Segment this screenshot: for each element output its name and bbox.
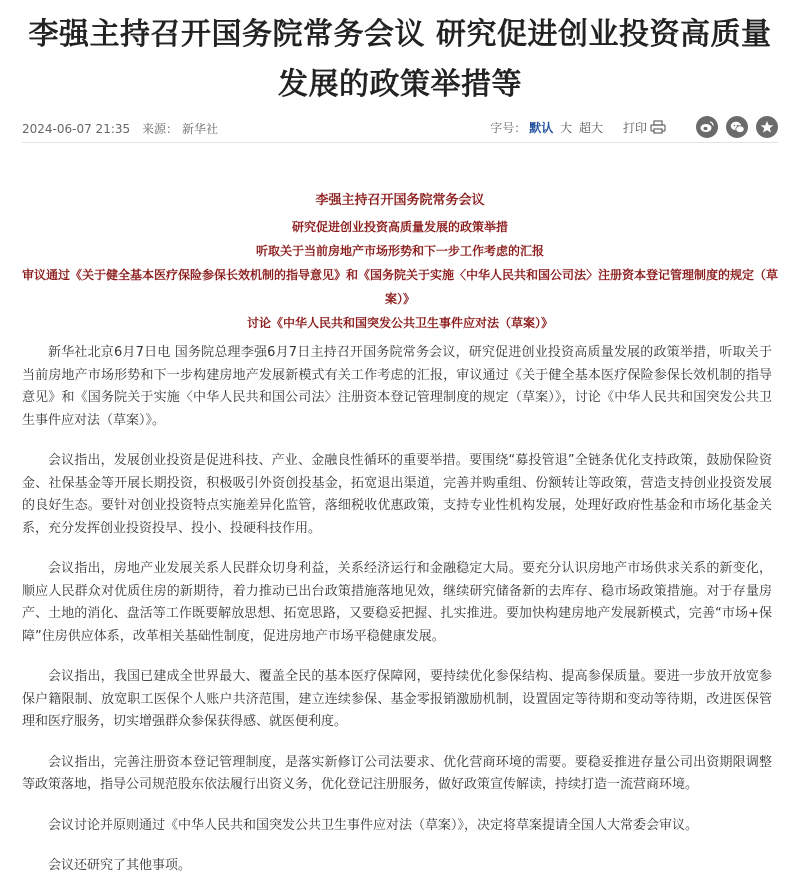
- font-size-default[interactable]: 默认: [529, 120, 554, 135]
- paragraph: 会议讨论并原则通过《中华人民共和国突发公共卫生事件应对法（草案）》，决定将草案提请全国人大常委会审议。: [48, 817, 699, 833]
- print-button[interactable]: [623, 119, 666, 136]
- paragraph: 会议指出，完善注册资本登记管理制度，是落实新修订公司法要求、优化营商环境的需要。要稳妥推进存量公司出资期限调整等政策落地，指导公司规范股东依法履行出资义务，优化登记注册服务，做好政策宣传解读，持续打造一流营商环境。: [22, 754, 772, 792]
- wechat-icon[interactable]: [726, 116, 748, 138]
- source-label: 来源：: [141, 122, 178, 136]
- printer-icon: [650, 120, 666, 134]
- font-size-label: 字号：: [490, 120, 527, 135]
- publish-datetime: 2024-06-07 21:35: [22, 122, 131, 136]
- qzone-icon[interactable]: [756, 116, 778, 138]
- article-headings: [0, 188, 800, 335]
- heading-sub-3: 审议通过《关于健全基本医疗保险参保长效机制的指导意见》和《国务院关于实施〈中华人民共和国公司法〉注册资本登记管理制度的规定（草案）》: [21, 268, 778, 306]
- paragraph: 新华社北京6月7日电 国务院总理李强6月7日主持召开国务院常务会议，研究促进创业投资高质量发展的政策举措，听取关于当前房地产市场形势和下一步构建房地产发展新模式有关工作考虑的汇报，审议通过《关于健全基本医疗保险参保长效机制的指导意见》和《国务院关于实施〈中华人民共和国公司法〉注册资本登记管理制度的规定（草案）》，讨论《中华人民共和国突发公共卫生事件应对法（草案）》。: [22, 345, 772, 428]
- print-label: 打印: [622, 120, 647, 135]
- heading-sub-1: 研究促进创业投资高质量发展的政策举措: [291, 220, 508, 234]
- article-title: [0, 0, 800, 110]
- article-meta-bar: [22, 112, 778, 143]
- heading-sub-4: 讨论《中华人民共和国突发公共卫生事件应对法（草案）》: [246, 316, 553, 330]
- meta-info: [22, 120, 226, 137]
- paragraph: 会议指出，房地产业发展关系人民群众切身利益，关系经济运行和金融稳定大局。要充分认识房地产市场供求关系的新变化，顺应人民群众对优质住房的新期待，着力推动已出台政策措施落地见效，继续研究储备新的去库存、稳市场政策措施。对于存量房产、土地的消化、盘活等工作既要解放思想、拓宽思路，又要稳妥把握、扎实推进。要加快构建房地产发展新模式，完善“市场+保障”住房供应体系，改革相关基础性制度，促进房地产市场平稳健康发展。: [22, 561, 772, 644]
- weibo-icon[interactable]: [696, 116, 718, 138]
- paragraph: 会议指出，我国已建成全世界最大、覆盖全民的基本医疗保障网，要持续优化参保结构、提高参保质量。要进一步放开放宽参保户籍限制、放宽职工医保个人账户共济范围，建立连续参保、基金零报销激励机制，设置固定等待期和变动等待期，改进医保管理和医疗服务，切实增强群众参保获得感、就医便利度。: [22, 669, 772, 729]
- font-size-large[interactable]: 大: [560, 120, 573, 135]
- article-body: [22, 342, 772, 896]
- heading-sub-2: 听取关于当前房地产市场形势和下一步工作考虑的汇报: [255, 244, 544, 258]
- article-title-line1: 李强主持召开国务院常务会议 研究促进创业投资高质量: [28, 17, 772, 52]
- article-title-line2: 发展的政策举措等: [278, 67, 522, 102]
- font-size-xlarge[interactable]: 超大: [578, 120, 603, 135]
- paragraph: 会议还研究了其他事项。: [48, 858, 192, 873]
- font-size-switcher: [490, 119, 603, 136]
- paragraph: 会议指出，发展创业投资是促进科技、产业、金融良性循环的重要举措。要围绕“募投管退”全链条优化支持政策，鼓励保险资金、社保基金等开展长期投资，积极吸引外资创投基金，拓宽退出渠道，完善并购重组、份额转让等政策，营造支持创业投资发展的良好生态。要针对创业投资特点实施差异化监管，落细税收优惠政策，支持专业性机构发展，处理好政府性基金和市场化基金关系，充分发挥创业投资投早、投小、投硬科技作用。: [22, 453, 772, 536]
- meta-tools: [490, 116, 778, 138]
- heading-main: 李强主持召开国务院常务会议: [315, 193, 485, 208]
- source-name: 新华社: [181, 122, 218, 136]
